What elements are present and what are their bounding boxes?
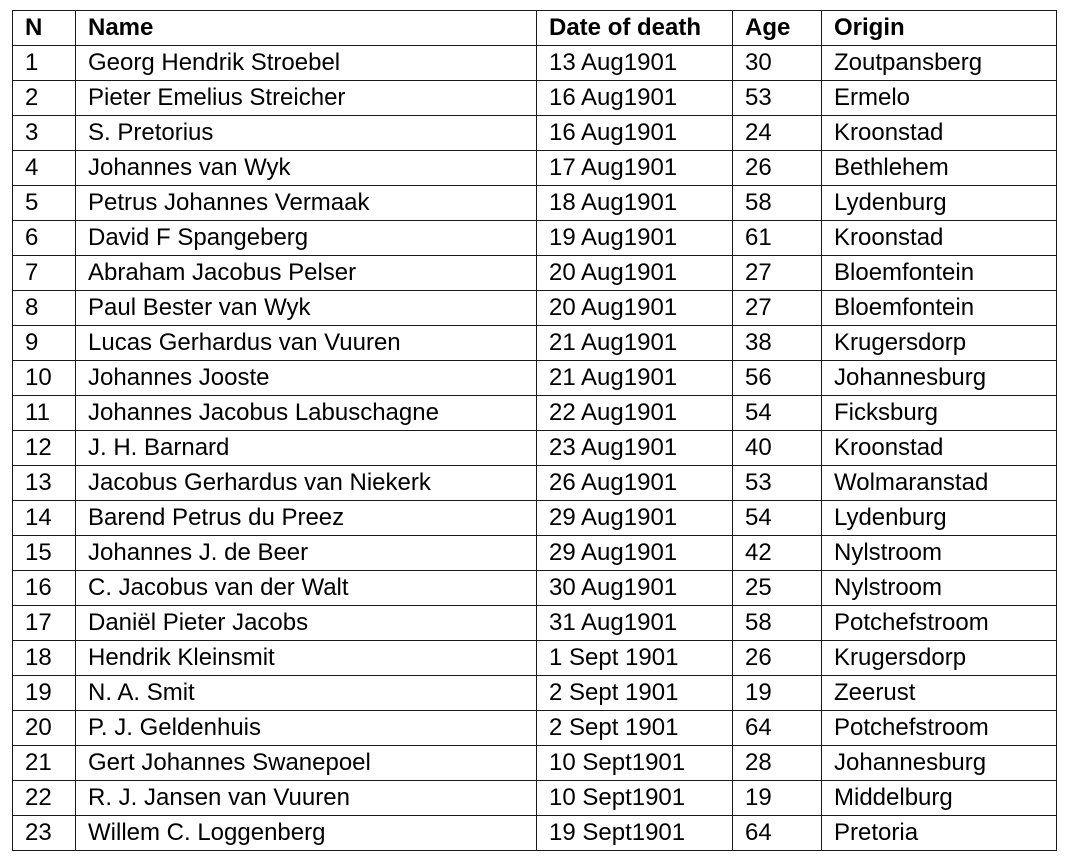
origin-cell: Johannesburg <box>822 361 1057 396</box>
row-number-cell: 10 <box>13 361 76 396</box>
date-of-death-cell: 26 Aug1901 <box>537 466 733 501</box>
age-cell: 54 <box>733 501 822 536</box>
age-cell: 25 <box>733 571 822 606</box>
table-row <box>13 816 1057 851</box>
age-cell: 26 <box>733 151 822 186</box>
row-number-cell: 23 <box>13 816 76 851</box>
origin-cell: Krugersdorp <box>822 326 1057 361</box>
date-of-death-cell: 2 Sept 1901 <box>537 711 733 746</box>
person-name-cell: J. H. Barnard <box>76 431 537 466</box>
date-of-death-cell: 30 Aug1901 <box>537 571 733 606</box>
origin-cell: Potchefstroom <box>822 711 1057 746</box>
person-name-cell: Gert Johannes Swanepoel <box>76 746 537 781</box>
age-cell: 64 <box>733 711 822 746</box>
date-of-death-cell: 13 Aug1901 <box>537 46 733 81</box>
person-name-cell: Johannes Jooste <box>76 361 537 396</box>
row-number-cell: 6 <box>13 221 76 256</box>
table-row <box>13 466 1057 501</box>
table-row <box>13 326 1057 361</box>
row-number-cell: 9 <box>13 326 76 361</box>
date-of-death-cell: 19 Aug1901 <box>537 221 733 256</box>
table-row <box>13 81 1057 116</box>
date-of-death-cell: 1 Sept 1901 <box>537 641 733 676</box>
row-number-cell: 17 <box>13 606 76 641</box>
origin-cell: Ermelo <box>822 81 1057 116</box>
origin-cell: Ficksburg <box>822 396 1057 431</box>
table-row <box>13 641 1057 676</box>
age-cell: 19 <box>733 781 822 816</box>
row-number-cell: 2 <box>13 81 76 116</box>
origin-cell: Wolmaranstad <box>822 466 1057 501</box>
row-number-cell: 3 <box>13 116 76 151</box>
date-of-death-cell: 20 Aug1901 <box>537 256 733 291</box>
person-name-cell: C. Jacobus van der Walt <box>76 571 537 606</box>
person-name-cell: Abraham Jacobus Pelser <box>76 256 537 291</box>
age-cell: 42 <box>733 536 822 571</box>
date-of-death-cell: 17 Aug1901 <box>537 151 733 186</box>
date-of-death-cell: 18 Aug1901 <box>537 186 733 221</box>
row-number-cell: 20 <box>13 711 76 746</box>
table-row <box>13 396 1057 431</box>
person-name-cell: Barend Petrus du Preez <box>76 501 537 536</box>
row-number-cell: 21 <box>13 746 76 781</box>
date-of-death-cell: 20 Aug1901 <box>537 291 733 326</box>
table-row <box>13 151 1057 186</box>
age-cell: 24 <box>733 116 822 151</box>
age-cell: 53 <box>733 81 822 116</box>
person-name-cell: Willem C. Loggenberg <box>76 816 537 851</box>
person-name-cell: Petrus Johannes Vermaak <box>76 186 537 221</box>
table-row <box>13 186 1057 221</box>
table-row <box>13 711 1057 746</box>
age-cell: 64 <box>733 816 822 851</box>
person-name-cell: R. J. Jansen van Vuuren <box>76 781 537 816</box>
row-number-cell: 4 <box>13 151 76 186</box>
person-name-cell: Johannes Jacobus Labuschagne <box>76 396 537 431</box>
row-number-cell: 12 <box>13 431 76 466</box>
deaths-table <box>12 10 1057 851</box>
origin-cell: Nylstroom <box>822 536 1057 571</box>
header-origin: Origin <box>822 11 1057 46</box>
origin-cell: Kroonstad <box>822 431 1057 466</box>
age-cell: 56 <box>733 361 822 396</box>
row-number-cell: 11 <box>13 396 76 431</box>
row-number-cell: 5 <box>13 186 76 221</box>
origin-cell: Lydenburg <box>822 186 1057 221</box>
origin-cell: Bethlehem <box>822 151 1057 186</box>
person-name-cell: David F Spangeberg <box>76 221 537 256</box>
origin-cell: Zoutpansberg <box>822 46 1057 81</box>
date-of-death-cell: 21 Aug1901 <box>537 361 733 396</box>
header-number: N <box>13 11 76 46</box>
person-name-cell: Jacobus Gerhardus van Niekerk <box>76 466 537 501</box>
age-cell: 38 <box>733 326 822 361</box>
header-name: Name <box>76 11 537 46</box>
person-name-cell: Hendrik Kleinsmit <box>76 641 537 676</box>
age-cell: 40 <box>733 431 822 466</box>
origin-cell: Pretoria <box>822 816 1057 851</box>
date-of-death-cell: 31 Aug1901 <box>537 606 733 641</box>
table-row <box>13 781 1057 816</box>
origin-cell: Potchefstroom <box>822 606 1057 641</box>
age-cell: 53 <box>733 466 822 501</box>
date-of-death-cell: 10 Sept1901 <box>537 781 733 816</box>
person-name-cell: Paul Bester van Wyk <box>76 291 537 326</box>
person-name-cell: Johannes J. de Beer <box>76 536 537 571</box>
table-row <box>13 46 1057 81</box>
date-of-death-cell: 16 Aug1901 <box>537 81 733 116</box>
person-name-cell: Pieter Emelius Streicher <box>76 81 537 116</box>
row-number-cell: 14 <box>13 501 76 536</box>
row-number-cell: 19 <box>13 676 76 711</box>
age-cell: 26 <box>733 641 822 676</box>
row-number-cell: 1 <box>13 46 76 81</box>
age-cell: 61 <box>733 221 822 256</box>
date-of-death-cell: 29 Aug1901 <box>537 501 733 536</box>
origin-cell: Bloemfontein <box>822 256 1057 291</box>
age-cell: 30 <box>733 46 822 81</box>
table-body <box>13 46 1057 851</box>
age-cell: 27 <box>733 291 822 326</box>
table-row <box>13 431 1057 466</box>
origin-cell: Krugersdorp <box>822 641 1057 676</box>
origin-cell: Johannesburg <box>822 746 1057 781</box>
table-row <box>13 116 1057 151</box>
table-row <box>13 536 1057 571</box>
age-cell: 58 <box>733 186 822 221</box>
age-cell: 19 <box>733 676 822 711</box>
row-number-cell: 15 <box>13 536 76 571</box>
date-of-death-cell: 19 Sept1901 <box>537 816 733 851</box>
origin-cell: Middelburg <box>822 781 1057 816</box>
header-age: Age <box>733 11 822 46</box>
row-number-cell: 16 <box>13 571 76 606</box>
origin-cell: Kroonstad <box>822 221 1057 256</box>
origin-cell: Zeerust <box>822 676 1057 711</box>
table-row <box>13 606 1057 641</box>
date-of-death-cell: 16 Aug1901 <box>537 116 733 151</box>
date-of-death-cell: 2 Sept 1901 <box>537 676 733 711</box>
row-number-cell: 7 <box>13 256 76 291</box>
origin-cell: Kroonstad <box>822 116 1057 151</box>
origin-cell: Nylstroom <box>822 571 1057 606</box>
header-row <box>13 11 1057 46</box>
row-number-cell: 8 <box>13 291 76 326</box>
person-name-cell: Johannes van Wyk <box>76 151 537 186</box>
table-row <box>13 571 1057 606</box>
person-name-cell: P. J. Geldenhuis <box>76 711 537 746</box>
table-row <box>13 256 1057 291</box>
table-row <box>13 361 1057 396</box>
row-number-cell: 18 <box>13 641 76 676</box>
date-of-death-cell: 23 Aug1901 <box>537 431 733 466</box>
age-cell: 28 <box>733 746 822 781</box>
date-of-death-cell: 29 Aug1901 <box>537 536 733 571</box>
origin-cell: Lydenburg <box>822 501 1057 536</box>
person-name-cell: S. Pretorius <box>76 116 537 151</box>
row-number-cell: 22 <box>13 781 76 816</box>
age-cell: 58 <box>733 606 822 641</box>
age-cell: 27 <box>733 256 822 291</box>
person-name-cell: Georg Hendrik Stroebel <box>76 46 537 81</box>
date-of-death-cell: 10 Sept1901 <box>537 746 733 781</box>
origin-cell: Bloemfontein <box>822 291 1057 326</box>
table-row <box>13 291 1057 326</box>
date-of-death-cell: 22 Aug1901 <box>537 396 733 431</box>
table-row <box>13 221 1057 256</box>
table-row <box>13 501 1057 536</box>
date-of-death-cell: 21 Aug1901 <box>537 326 733 361</box>
header-date-of-death: Date of death <box>537 11 733 46</box>
row-number-cell: 13 <box>13 466 76 501</box>
person-name-cell: Lucas Gerhardus van Vuuren <box>76 326 537 361</box>
person-name-cell: N. A. Smit <box>76 676 537 711</box>
age-cell: 54 <box>733 396 822 431</box>
table-row <box>13 676 1057 711</box>
table-row <box>13 746 1057 781</box>
person-name-cell: Daniël Pieter Jacobs <box>76 606 537 641</box>
